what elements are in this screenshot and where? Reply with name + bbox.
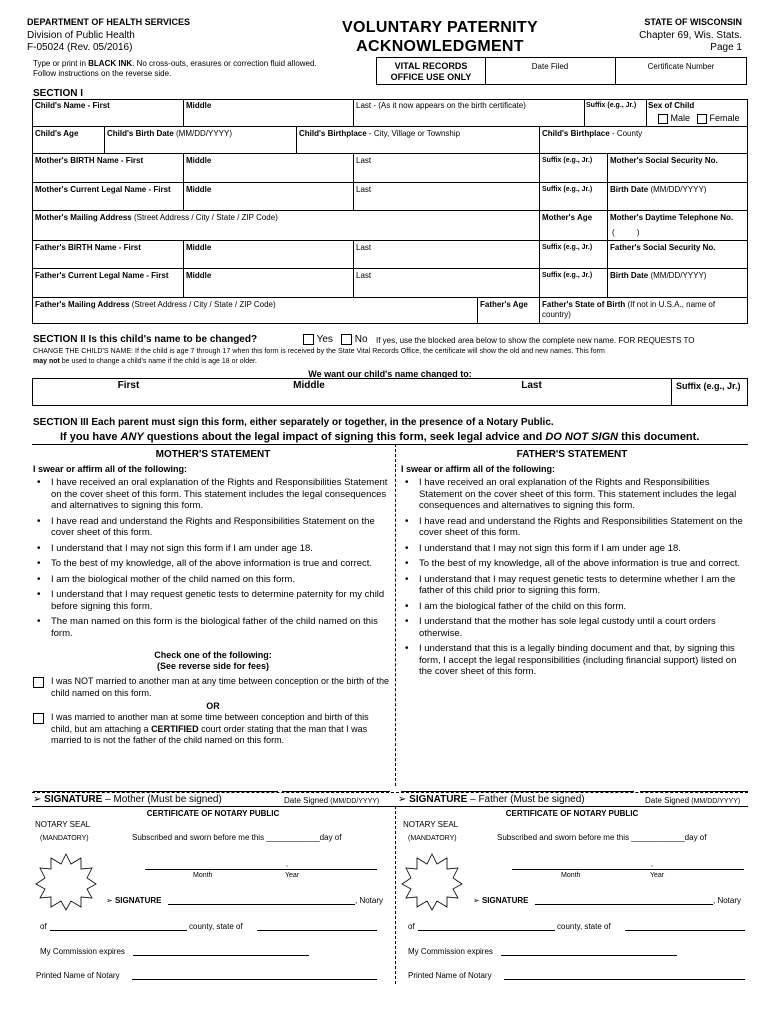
father-suffix-field[interactable]: Suffix (e.g., Jr.): [542, 244, 593, 251]
father-age-field[interactable]: Father's Age: [480, 300, 528, 309]
father-printed-name-label: Printed Name of Notary: [408, 971, 492, 980]
mother-month-label: Month: [193, 872, 213, 879]
certificate-number-field[interactable]: Certificate Number: [647, 62, 715, 71]
mother-notary-suffix: , Notary: [355, 896, 384, 905]
father-birth-date-field[interactable]: Birth Date (MM/DD/YYYY): [610, 271, 707, 280]
sex-of-child-label: Sex of Child: [648, 101, 695, 110]
father-legal-last-field[interactable]: Last: [356, 271, 372, 280]
mother-year-label: Year: [285, 872, 300, 879]
father-subscribed-text: Subscribed and sworn before me this ____________day of: [497, 833, 707, 842]
father-address-field[interactable]: Father's Mailing Address (Street Address / City / State / ZIP Code): [35, 300, 276, 309]
mother-county-field[interactable]: [50, 930, 187, 931]
new-middle-name-field[interactable]: Middle: [293, 380, 325, 391]
office-use-box: [376, 57, 747, 85]
father-notary-signature-field[interactable]: ➢ SIGNATURE: [473, 896, 529, 905]
mother-statement-item: • I understand that I may request genetic tests to determine paternity for my child before signing this form.: [33, 589, 393, 612]
legal-advice-warning: If you have ANY questions about the legal impact of signing this form, seek legal advice and DO NOT SIGN this document.: [60, 431, 700, 443]
mother-birth-middle-field[interactable]: Middle: [186, 156, 212, 165]
father-birth-first-field[interactable]: Father's BIRTH Name - First: [35, 243, 141, 252]
father-statement-item: • I understand that I may not sign this form if I am under age 18.: [401, 543, 748, 555]
new-first-name-field[interactable]: First: [117, 380, 140, 391]
father-signature-field[interactable]: ➢ SIGNATURE – Father (Must be signed): [398, 794, 585, 805]
mother-state-field[interactable]: [257, 930, 377, 931]
mother-suffix-field[interactable]: Suffix (e.g., Jr.): [542, 157, 593, 164]
mother-birth-first-field[interactable]: Mother's BIRTH Name - First: [35, 156, 144, 165]
mother-age-field[interactable]: Mother's Age: [542, 213, 593, 222]
mother-statement-item: • I have read and understand the Rights and Responsibilities Statement on the cover sheet of this form.: [33, 516, 393, 539]
mother-statement-list: [33, 477, 393, 643]
father-birth-middle-field[interactable]: Middle: [186, 243, 212, 252]
father-notary-seal-label: NOTARY SEAL: [403, 820, 459, 829]
father-statement-title: FATHER'S STATEMENT: [516, 449, 628, 460]
vital-records-label: VITAL RECORDS: [394, 61, 468, 71]
statute: Chapter 69, Wis. Stats.: [639, 30, 742, 41]
father-state-of-birth-field[interactable]: Father's State of Birth (If not in U.S.A., name of country): [542, 300, 716, 319]
father-statement-item: • I understand that the mother has sole legal custody until a court orders otherwise.: [401, 616, 748, 639]
mother-printed-name-field[interactable]: [132, 979, 377, 980]
mother-statement-item: • I am the biological mother of the child named on this form.: [33, 574, 393, 586]
division-name: Division of Public Health: [27, 30, 135, 41]
ink-instruction: Type or print in BLACK INK. No cross-outs, erasures or correction fluid allowed.: [33, 59, 317, 68]
child-age-field[interactable]: Child's Age: [35, 129, 79, 138]
father-statement-item: • I have read and understand the Rights and Responsibilities Statement on the cover sheet of this form.: [401, 516, 748, 539]
mother-notary-title: CERTIFICATE OF NOTARY PUBLIC: [146, 809, 280, 818]
father-statement-item: • I understand that I may request genetic tests to determine whether I am the father of this child prior to signing this form.: [401, 574, 748, 597]
mother-commission-field[interactable]: [133, 955, 309, 956]
check-one-label: Check one of the following:: [154, 650, 272, 660]
child-birth-date-field[interactable]: Child's Birth Date (MM/DD/YYYY): [107, 129, 233, 138]
mother-address-field[interactable]: Mother's Mailing Address (Street Address / City / State / ZIP Code): [35, 213, 278, 222]
section-2-text-2: CHANGE THE CHILD'S NAME: If the child is age 7 through 17 when this form is received by the State Vital Records Office, the certificate will show the old and new names. This form: [33, 348, 605, 355]
father-statement-item: • To the best of my knowledge, all of the above information is true and correct.: [401, 558, 748, 570]
child-suffix-field[interactable]: Suffix (e.g., Jr.): [586, 102, 637, 109]
phone-area-code: ( ): [612, 228, 640, 237]
name-change-heading: We want our child's name changed to:: [308, 369, 472, 379]
father-notary-suffix: , Notary: [713, 896, 742, 905]
father-state-field[interactable]: [625, 930, 745, 931]
new-suffix-field[interactable]: Suffix (e.g., Jr.): [676, 381, 741, 391]
male-option[interactable]: Male: [658, 113, 690, 124]
female-option[interactable]: Female: [697, 113, 740, 124]
mother-date-signed-field[interactable]: Date Signed (MM/DD/YYYY): [284, 796, 380, 805]
date-filed-field[interactable]: Date Filed: [531, 62, 569, 71]
mother-mandatory-label: (MANDATORY): [40, 835, 89, 842]
father-mandatory-label: (MANDATORY): [408, 835, 457, 842]
form-title-2: ACKNOWLEDGMENT: [356, 38, 524, 55]
father-swear: I swear or affirm all of the following:: [401, 464, 556, 474]
father-month-label: Month: [561, 872, 581, 879]
name-change-no[interactable]: No: [341, 334, 368, 345]
mother-signature-field[interactable]: ➢ SIGNATURE – Mother (Must be signed): [33, 794, 222, 805]
father-legal-middle-field[interactable]: Middle: [186, 271, 212, 280]
mother-statement-title: MOTHER'S STATEMENT: [155, 449, 271, 460]
father-commission-label: My Commission expires: [408, 947, 493, 956]
father-of-label: of: [408, 922, 415, 931]
mother-printed-name-label: Printed Name of Notary: [36, 971, 120, 980]
section-3-title: SECTION III Each parent must sign this form, either separately or together, in the presence of a Notary Public.: [33, 417, 554, 428]
father-county-label: county, state of: [557, 922, 611, 931]
page-number: Page 1: [710, 42, 742, 53]
father-notary-seal-icon: [400, 852, 464, 912]
father-commission-field[interactable]: [501, 955, 677, 956]
father-notary-title: CERTIFICATE OF NOTARY PUBLIC: [505, 809, 639, 818]
father-statement-item: • I understand that this is a legally binding document and that, by signing this form, I accept the legal responsibilities (including financial support) listed on the cover sheet of this form.: [401, 643, 748, 678]
or-label: OR: [206, 701, 220, 711]
section-1-title: SECTION I: [33, 88, 84, 99]
mother-statement-item: • The man named on this form is the biological father of the child named on this form.: [33, 616, 393, 639]
mother-statement-item: • I understand that I may not sign this form if I am under age 18.: [33, 543, 393, 555]
female-checkbox[interactable]: [697, 114, 707, 124]
reverse-instruction: Follow instructions on the reverse side.: [33, 69, 172, 78]
section-2-text-3: may not be used to change a child's name if the child is age 18 or older.: [33, 358, 257, 365]
mother-notary-seal-icon: [34, 852, 98, 912]
father-ssn-field[interactable]: Father's Social Security No.: [610, 243, 716, 252]
dept-name: DEPARTMENT OF HEALTH SERVICES: [27, 17, 191, 27]
father-legal-suffix-field[interactable]: Suffix (e.g., Jr.): [542, 272, 593, 279]
was-married-option[interactable]: I was married to another man at some time between conception and birth of this child, but am attaching a CERTIFIED court order stating that the man that I was married to is not the father of the child named on this form.: [33, 712, 391, 747]
mother-phone-field[interactable]: Mother's Daytime Telephone No.: [610, 213, 734, 222]
male-checkbox[interactable]: [658, 114, 668, 124]
father-statement-item: • I am the biological father of the child on this form.: [401, 601, 748, 613]
father-county-field[interactable]: [418, 930, 555, 931]
see-reverse-label: (See reverse side for fees): [156, 661, 270, 671]
mother-legal-last-field[interactable]: Last: [356, 185, 372, 194]
mother-ssn-field[interactable]: Mother's Social Security No.: [610, 156, 718, 165]
mother-commission-label: My Commission expires: [40, 947, 125, 956]
mother-birth-last-field[interactable]: Last: [356, 156, 372, 165]
child-birthplace-field[interactable]: Child's Birthplace - City, Village or Township: [299, 129, 461, 138]
section-2-text-1: If yes, use the blocked area below to show the complete new name. FOR REQUESTS TO: [376, 336, 695, 345]
child-first-name-field[interactable]: Child's Name - First: [35, 101, 110, 110]
state-name: STATE OF WISCONSIN: [644, 17, 742, 27]
mother-notary-signature-field[interactable]: ➢ SIGNATURE: [106, 896, 162, 905]
father-printed-name-field[interactable]: [504, 979, 745, 980]
mother-statement-item: • I have received an oral explanation of the Rights and Responsibilities Statement on the cover sheet of this form. This statement includes the legal consequences and alternatives to signing this form.: [33, 477, 393, 512]
father-statement-item: • I have received an oral explanation of the Rights and Responsibilities Statement on the cover sheet of this form. This statement includes the legal consequences and alternatives to signing this form.: [401, 477, 748, 512]
mother-legal-first-field[interactable]: Mother's Current Legal Name - First: [35, 185, 171, 194]
child-middle-name-field[interactable]: Middle: [186, 101, 212, 110]
new-last-name-field[interactable]: Last: [521, 380, 542, 391]
was-married-checkbox[interactable]: [33, 713, 44, 724]
no-checkbox[interactable]: [341, 334, 352, 345]
mother-county-label: county, state of: [189, 922, 243, 931]
mother-swear: I swear or affirm all of the following:: [33, 464, 188, 474]
father-legal-first-field[interactable]: Father's Current Legal Name - First: [35, 271, 169, 280]
mother-legal-middle-field[interactable]: Middle: [186, 185, 212, 194]
mother-of-label: of: [40, 922, 47, 931]
father-statement-list: [401, 477, 748, 682]
mother-statement-item: • To the best of my knowledge, all of the above information is true and correct.: [33, 558, 393, 570]
yes-checkbox[interactable]: [303, 334, 314, 345]
mother-birth-date-field[interactable]: Birth Date (MM/DD/YYYY): [610, 185, 707, 194]
father-date-signed-field[interactable]: Date Signed (MM/DD/YYYY): [645, 796, 741, 805]
mother-notary-seal-label: NOTARY SEAL: [35, 820, 91, 829]
office-use-label: OFFICE USE ONLY: [390, 72, 472, 82]
child-birthplace-county-field[interactable]: Child's Birthplace - County: [542, 129, 643, 138]
not-married-option[interactable]: I was NOT married to another man at any time between conception or the birth of the child named on this form.: [33, 676, 391, 699]
not-married-checkbox[interactable]: [33, 677, 44, 688]
father-birth-last-field[interactable]: Last: [356, 243, 372, 252]
form-title-1: VOLUNTARY PATERNITY: [342, 19, 538, 36]
form-number: F-05024 (Rev. 05/2016): [27, 42, 133, 53]
father-year-label: Year: [650, 872, 665, 879]
child-last-name-field[interactable]: Last - (As it now appears on the birth certificate): [356, 101, 526, 110]
section-2-question: SECTION II Is this child's name to be changed?: [33, 334, 258, 345]
name-change-yes[interactable]: Yes: [303, 334, 333, 345]
mother-subscribed-text: Subscribed and sworn before me this ____________day of: [132, 833, 342, 842]
mother-legal-suffix-field[interactable]: Suffix (e.g., Jr.): [542, 186, 593, 193]
